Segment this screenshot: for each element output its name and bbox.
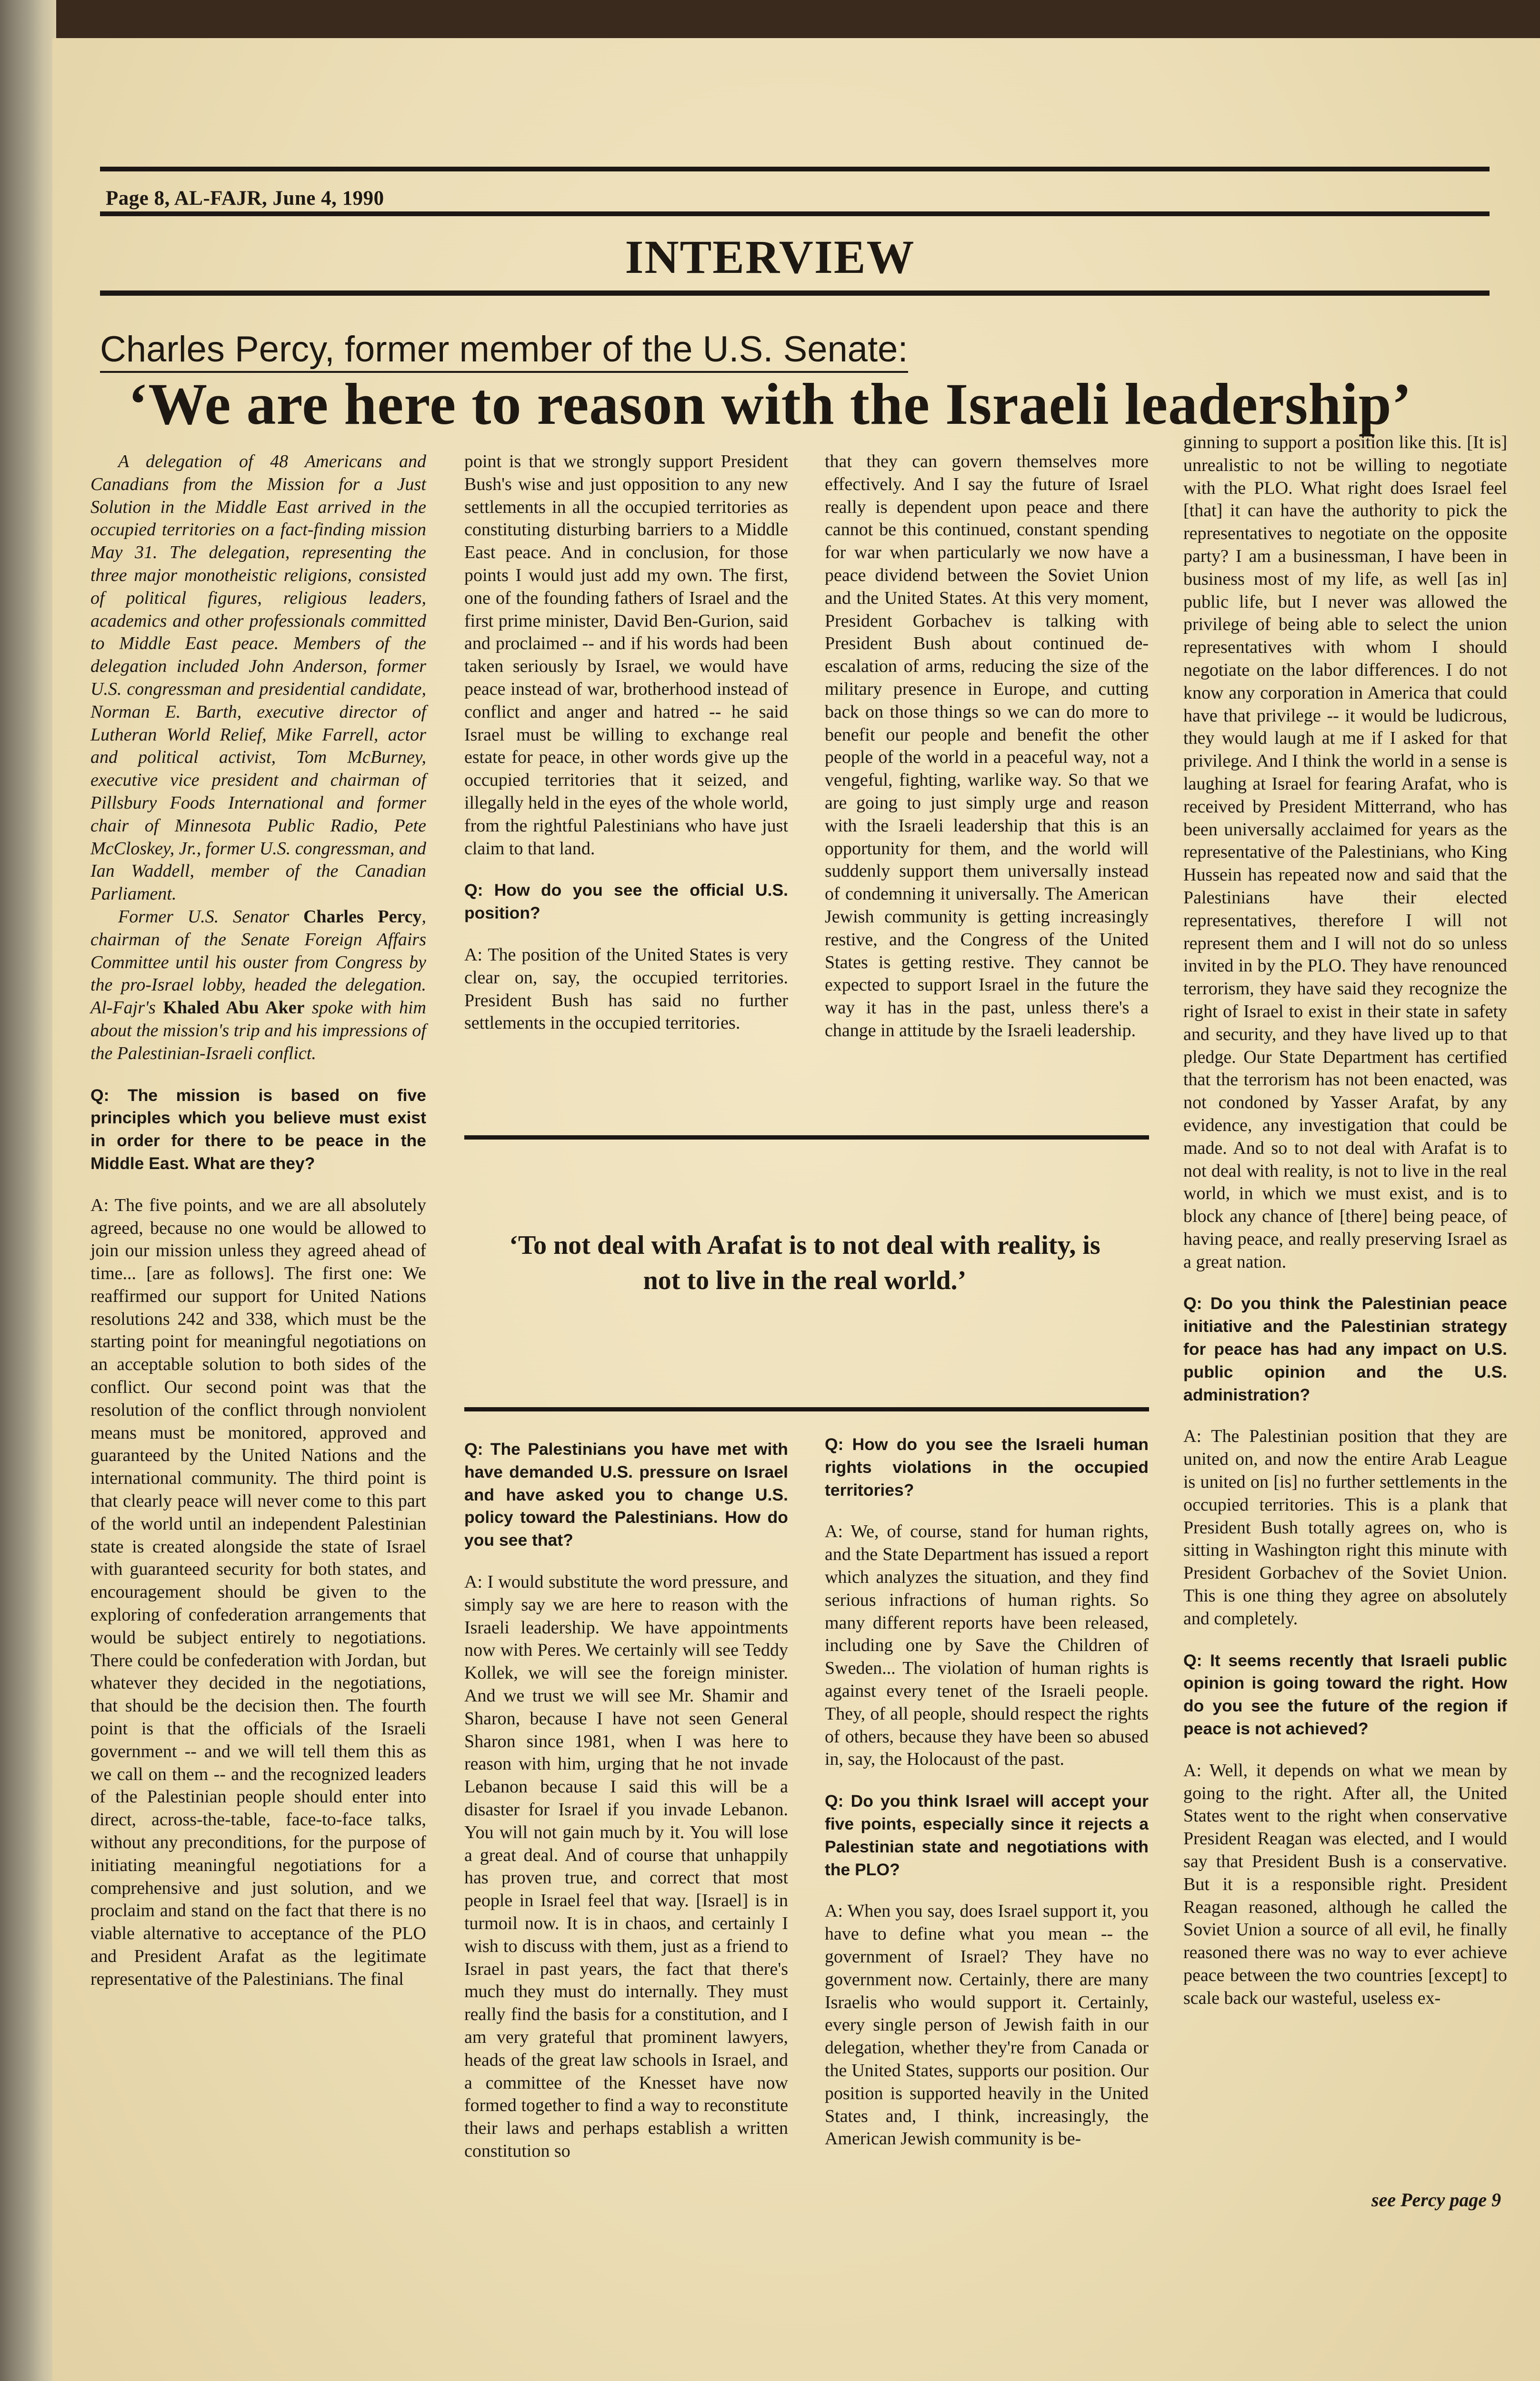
question-1: Q: The mission is based on five principles which you believe must exist in order for there to be peace in the Middle East. What are they? bbox=[90, 1085, 426, 1173]
answer-3: A: I would substitute the word pressure, and simply say we are here to reason with the Israeli leadership. We have appointments now with Peres. We certainly will see Teddy Kollek, we will see the foreign minister. And we trust we will see Mr. Shamir and Sharon, because I have not seen General Sharon since 1981, when I was here to reason with him, urging that he not invade Lebanon because I said this will be a disaster for Israel if you invade Lebanon. You will not gain much by it. You will lose a great deal. And of course that unhappily has proven true, and correct that most people in Israel feel that way. [Israel] is in turmoil now. It is in chaos, and certainly I wish to discuss with them, just as a friend to Israel in past years, the fact that there's much they must do internally. They must really find the basis for a constitution, and I am very grateful that prominent lawyers, heads of the great law schools in Israel, and a committee of the Knesset have now formed together to find a way to reconstitute their laws and perhaps establish a written constitution so bbox=[464, 1571, 788, 2161]
continuation-note: see Percy page 9 bbox=[1371, 2189, 1501, 2211]
pull-quote: ‘To not deal with Arafat is to not deal with reality, is not to live in the real world.’ bbox=[509, 1231, 1100, 1295]
answer-5-continued: ginning to support a position like this. [It is] unrealistic to not be willing to negotiate with the PLO. What right does Israel feel [that] it can have the authority to pick the representatives to negotiate on the opposite party? I am a businessman, I have been in business most of my life, as well [as in] public life, but I never was allowed the privilege of being able to select the union representatives with whom I should negotiate on the labor differences. I do not know any corporation in America that could have that privilege -- it would be ludicrous, they would laugh at me if I asked for that privilege. And I think the world in a sense is laughing at Israel for fearing Arafat, who is received by President Mitterrand, who has been universally acclaimed for years as the representative of the Palestinians, who King Hussein has repeated now and said that the Palestinians have their elected representatives, therefore I will not represent them and I will not do so unless invited in by the PLO. They have renounced terrorism, they have said they recognize the right of Israel to exist in their state in safety and security, and they have lived up to that pledge. Our State Department has certified that the terrorism has not been enacted, was not condoned by Yasser Arafat, by any evidence, any investigation that could be made. And so to not deal with Arafat is to not deal with reality, is not to live in the real world, in which we must exist, and is to block any chance of [there] being peace, of having peace, and really preserving Israel as a great nation. bbox=[1183, 432, 1507, 1272]
answer-2-continued: that they can govern themselves more effectively. And I say the future of Israel really is dependent upon peace and there cannot be this continued, constant spending for war when particularly we now have a peace dividend between the Soviet Union and the United States. At this very moment, President Gorbachev is talking with President Bush about continued de-escalation of arms, reducing the size of the military presence in Europe, and cutting back on those things so we can do more to benefit our people and benefit the other people of the world in a peaceful way, not a vengeful, fighting, warlike way. So that we are going to just simply urge and reason with the Israeli leadership that this is an opportunity for them, and the world will suddenly support them universally instead of condemning it universally. The American Jewish community is getting increasingly restive, and the Congress of the United States is getting restive. They cannot be expected to support Israel in the future the way it has in the past, unless there's a change in attitude by the Israeli leadership. bbox=[825, 451, 1149, 1040]
column-3-top bbox=[825, 450, 1149, 1042]
question-5: Q: Do you think Israel will accept your five points, especially since it rejects a Palestinian state and negotiations with the PLO? bbox=[825, 1791, 1149, 1879]
question-2: Q: How do you see the official U.S. position? bbox=[464, 880, 788, 923]
question-6: Q: Do you think the Palestinian peace initiative and the Palestinian strategy for peace has had any impact on U.S. public opinion and the U.S. administration? bbox=[1183, 1294, 1507, 1404]
header-rule bbox=[100, 211, 1490, 216]
intro-paragraph: A delegation of 48 Americans and Canadians from the Mission for a Just Solution in the Middle East arrived in the occupied territories on a fact-finding mission May 31. The delegation, representing the three major monotheistic religions, consisted of political figures, religious leaders, academics and other professionals committed to Middle East peace. Members of the delegation included John Anderson, former U.S. congressman and presidential candidate, Norman E. Barth, executive director of Lutheran World Relief, Mike Farrell, actor and political activist, Tom McBurney, executive vice president and chairman of Pillsbury Foods International and former chair of Minnesota Public Radio, Pete McCloskey, Jr., former U.S. congressman, and Ian Waddell, member of the Canadian Parliament. bbox=[90, 451, 426, 904]
column-1 bbox=[90, 450, 426, 1991]
answer-5: A: When you say, does Israel support it, you have to define what you mean -- the government of Israel? They have no government now. Certainly, there are many Israelis who would support it. Certainly, every single person of Jewish faith in our delegation, whether they're from Canada or the United States, supports our position. Our position is supported heavily in the United States and, I think, increasingly, the American Jewish community is be- bbox=[825, 1901, 1149, 2149]
intro-paragraph-2: Former U.S. Senator Charles Percy, chairman of the Senate Foreign Affairs Committee until his ouster from Congress by the pro-Israel lobby, headed the delegation. Al-Fajr's Khaled Abu Aker spoke with him about the mission's trip and his impressions of the Palestinian-Israeli conflict. bbox=[90, 906, 426, 1063]
book-binding bbox=[0, 0, 56, 2381]
article-headline: ‘We are here to reason with the Israeli leadership’ bbox=[128, 371, 1412, 437]
question-3: Q: The Palestinians you have met with have demanded U.S. pressure on Israel and have asked you to change U.S. policy toward the Palestinians. How do you see that? bbox=[464, 1440, 788, 1550]
pull-quote-top-rule bbox=[464, 1135, 1149, 1140]
answer-1: A: The five points, and we are all absolutely agreed, because no one would be allowed to join our mission unless they agreed ahead of time... [are as follows]. The first one: We reaffirmed our support for United Nations resolutions 242 and 338, which must be the starting point for meaningful negotiations on an acceptable solution to both sides of the conflict. Our second point was that the resolution of the conflict through nonviolent means must be monitored, approved and guaranteed by the United Nations and the international community. The third point is that clearly peace will never come to this part of the world until an independent Palestinian state is created alongside the state of Israel with guaranteed security for both states, and encouragement should be given to the exploring of confederation arrangements that would be subject entirely to negotiations. There could be confederation with Jordan, but whatever they decided in the negotiations, that should be the decision then. The fourth point is that the officials of the Israeli government -- and we will tell them this as we call on them -- and the recognized leaders of the Palestinian people should enter into direct, across-the-table, face-to-face talks, without any preconditions, for the purpose of initiating meaningful negotiations for a comprehensive and just solution, and we proclaim and stand on the fact that there is no viable alternative to acceptance of the PLO and President Arafat as the legitimate representative of the Palestinians. The final bbox=[90, 1195, 426, 1989]
pull-quote-bottom-rule bbox=[464, 1407, 1149, 1411]
section-rule bbox=[100, 290, 1490, 296]
answer-2: A: The position of the United States is very clear on, say, the occupied territories. President Bush has said no further settlements in the occupied territories. bbox=[464, 944, 788, 1033]
question-4: Q: How do you see the Israeli human rights violations in the occupied territories? bbox=[825, 1435, 1149, 1500]
section-title: INTERVIEW bbox=[625, 230, 915, 283]
column-2-bottom bbox=[464, 1438, 788, 2163]
top-rule bbox=[100, 167, 1490, 171]
article-subhead: Charles Percy, former member of the U.S. Senate: bbox=[100, 329, 908, 373]
column-4 bbox=[1183, 431, 1507, 2010]
column-2-top bbox=[464, 450, 788, 1035]
answer-6: A: The Palestinian position that they are united on, and now the entire Arab League is united on [is] no further settlements in the occupied territories. This is a plank that President Bush totally agrees on, who is sitting in Washington right this minute with President Gorbachev of the Soviet Union. This is one thing they agree on absolutely and completely. bbox=[1183, 1426, 1507, 1629]
page-header: Page 8, AL-FAJR, June 4, 1990 bbox=[106, 187, 384, 210]
answer-1-continued: point is that we strongly support President Bush's wise and just opposition to any new settlements in all the occupied territories as constituting disturbing barriers to a Middle East peace. And in conclusion, for those points I would just add my own. The first, one of the founding fathers of Israel and the first prime minister, David Ben-Gurion, said and proclaimed -- and if his words had been taken seriously by Israel, we would have peace instead of war, brotherhood instead of conflict and anger and hatred -- he said Israel must be willing to exchange real estate for peace, in other words give up the occupied territories that it seized, and illegally held in the eyes of the whole world, from the rightful Palestinians who have just claim to that land. bbox=[464, 451, 788, 859]
column-3-bottom bbox=[825, 1433, 1149, 2151]
question-7: Q: It seems recently that Israeli public opinion is going toward the right. How do you see the future of the region if peace is not achieved? bbox=[1183, 1651, 1507, 1739]
answer-7: A: Well, it depends on what we mean by going to the right. After all, the United States went to the right when conservative President Reagan was elected, and I would say that President Bush is a conservative. But it is a responsible right. President Reagan reasoned, although he called the Soviet Union a source of all evil, he finally reasoned there was no way to ever achieve peace between the two countries [except] to scale back our wasteful, useless ex- bbox=[1183, 1760, 1507, 2008]
answer-4: A: We, of course, stand for human rights, and the State Department has issued a report which analyzes the situation, and they find serious infractions of human rights. So many different reports have been released, including one by Save the Children of Sweden... The violation of human rights is against every tenet of the Israeli people. They, of all people, should respect the rights of others, because they have been so abused in, say, the Holocaust of the past. bbox=[825, 1521, 1149, 1770]
